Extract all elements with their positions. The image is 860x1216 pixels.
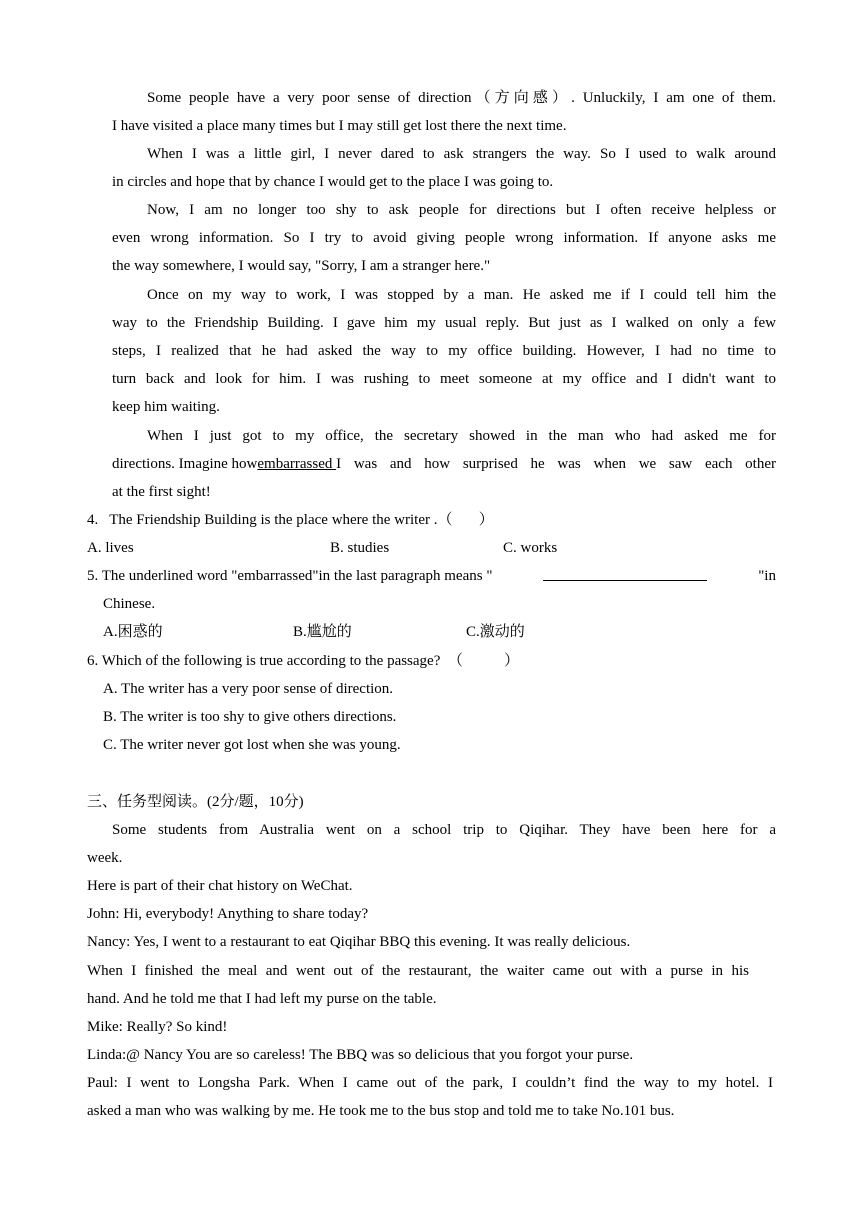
passage-line: Some people have a very poor sense of direction（方向感）. Unluckily, I am one of them. — [147, 90, 776, 106]
passage-line: turn back and look for him. I was rushing to meet someone at my office and I didn't want to — [112, 371, 776, 387]
passage-line: way to the Friendship Building. I gave him my usual reply. But just as I walked on only a few — [112, 315, 776, 331]
section-heading: 三、任务型阅读。(2分/题，10分) — [87, 794, 304, 810]
passage-line: at the first sight! — [112, 484, 211, 500]
chat-message: John: Hi, everybody! Anything to share today? — [87, 906, 369, 922]
chat-message: Nancy: Yes, I went to a restaurant to eat Qiqihar BBQ this evening. It was really delicious. — [87, 934, 631, 950]
chat-message: Mike: Really? So kind! — [87, 1019, 228, 1035]
passage-text: I was and how surprised he was when we saw each other — [336, 456, 776, 472]
section-line: Here is part of their chat history on WeChat. — [87, 878, 353, 894]
passage-text: directions. Imagine how — [112, 456, 258, 472]
question-6: 6. Which of the following is true according to the passage? （ ） — [87, 653, 520, 669]
question-5 — [87, 566, 776, 586]
q5-option-b: B.尴尬的 — [293, 624, 352, 640]
q6-option-b: B. The writer is too shy to give others directions. — [103, 709, 397, 725]
q5-option-c: C.激动的 — [466, 624, 525, 640]
question-5-text-end: "in — [758, 568, 776, 584]
passage-line: even wrong information. So I try to avoid giving people wrong information. If anyone asks me — [112, 230, 776, 246]
passage-line: in circles and hope that by chance I would get to the place I was going to. — [112, 174, 554, 190]
passage-line: Once on my way to work, I was stopped by a man. He asked me if I could tell him the — [147, 287, 776, 303]
passage-line: Now, I am no longer too shy to ask people for directions but I often receive helpless or — [147, 202, 776, 218]
passage-line — [112, 454, 776, 474]
q6-option-a: A. The writer has a very poor sense of direction. — [103, 681, 394, 697]
chat-message: Paul: I went to Longsha Park. When I came out of the park, I couldn’t find the way to my hotel. I — [87, 1075, 773, 1091]
passage-line: When I was a little girl, I never dared to ask strangers the way. So I used to walk around — [147, 146, 776, 162]
passage-line: keep him waiting. — [112, 399, 220, 415]
answer-blank[interactable] — [543, 566, 707, 581]
q4-option-c: C. works — [503, 540, 558, 556]
section-line: Some students from Australia went on a school trip to Qiqihar. They have been here for a — [112, 822, 776, 838]
passage-line: steps, I realized that he had asked the way to my office building. However, I had no time to — [112, 343, 776, 359]
chat-message: When I finished the meal and went out of the restaurant, the waiter came out with a purse in his — [87, 963, 749, 979]
section-line: week. — [87, 850, 123, 866]
passage-line: When I just got to my office, the secretary showed in the man who had asked me for — [147, 428, 776, 444]
chat-message: hand. And he told me that I had left my purse on the table. — [87, 991, 437, 1007]
q6-option-c: C. The writer never got lost when she was young. — [103, 737, 401, 753]
q4-option-a: A. lives — [87, 540, 134, 556]
chat-message: asked a man who was walking by me. He took me to the bus stop and told me to take No.101 bus. — [87, 1103, 675, 1119]
question-4: 4. The Friendship Building is the place where the writer .（ ） — [87, 512, 494, 528]
q5-option-a: A.困惑的 — [103, 624, 163, 640]
passage-line: I have visited a place many times but I may still get lost there the next time. — [112, 118, 567, 134]
question-5-text: 5. The underlined word "embarrassed"in the last paragraph means " — [87, 568, 493, 584]
chat-message: Linda:@ Nancy You are so careless! The BBQ was so delicious that you forgot your purse. — [87, 1047, 634, 1063]
question-5-continued: Chinese. — [103, 596, 156, 612]
passage-line: the way somewhere, I would say, "Sorry, I am a stranger here." — [112, 258, 491, 274]
q4-option-b: B. studies — [330, 540, 390, 556]
underlined-word: embarrassed — [257, 456, 337, 472]
